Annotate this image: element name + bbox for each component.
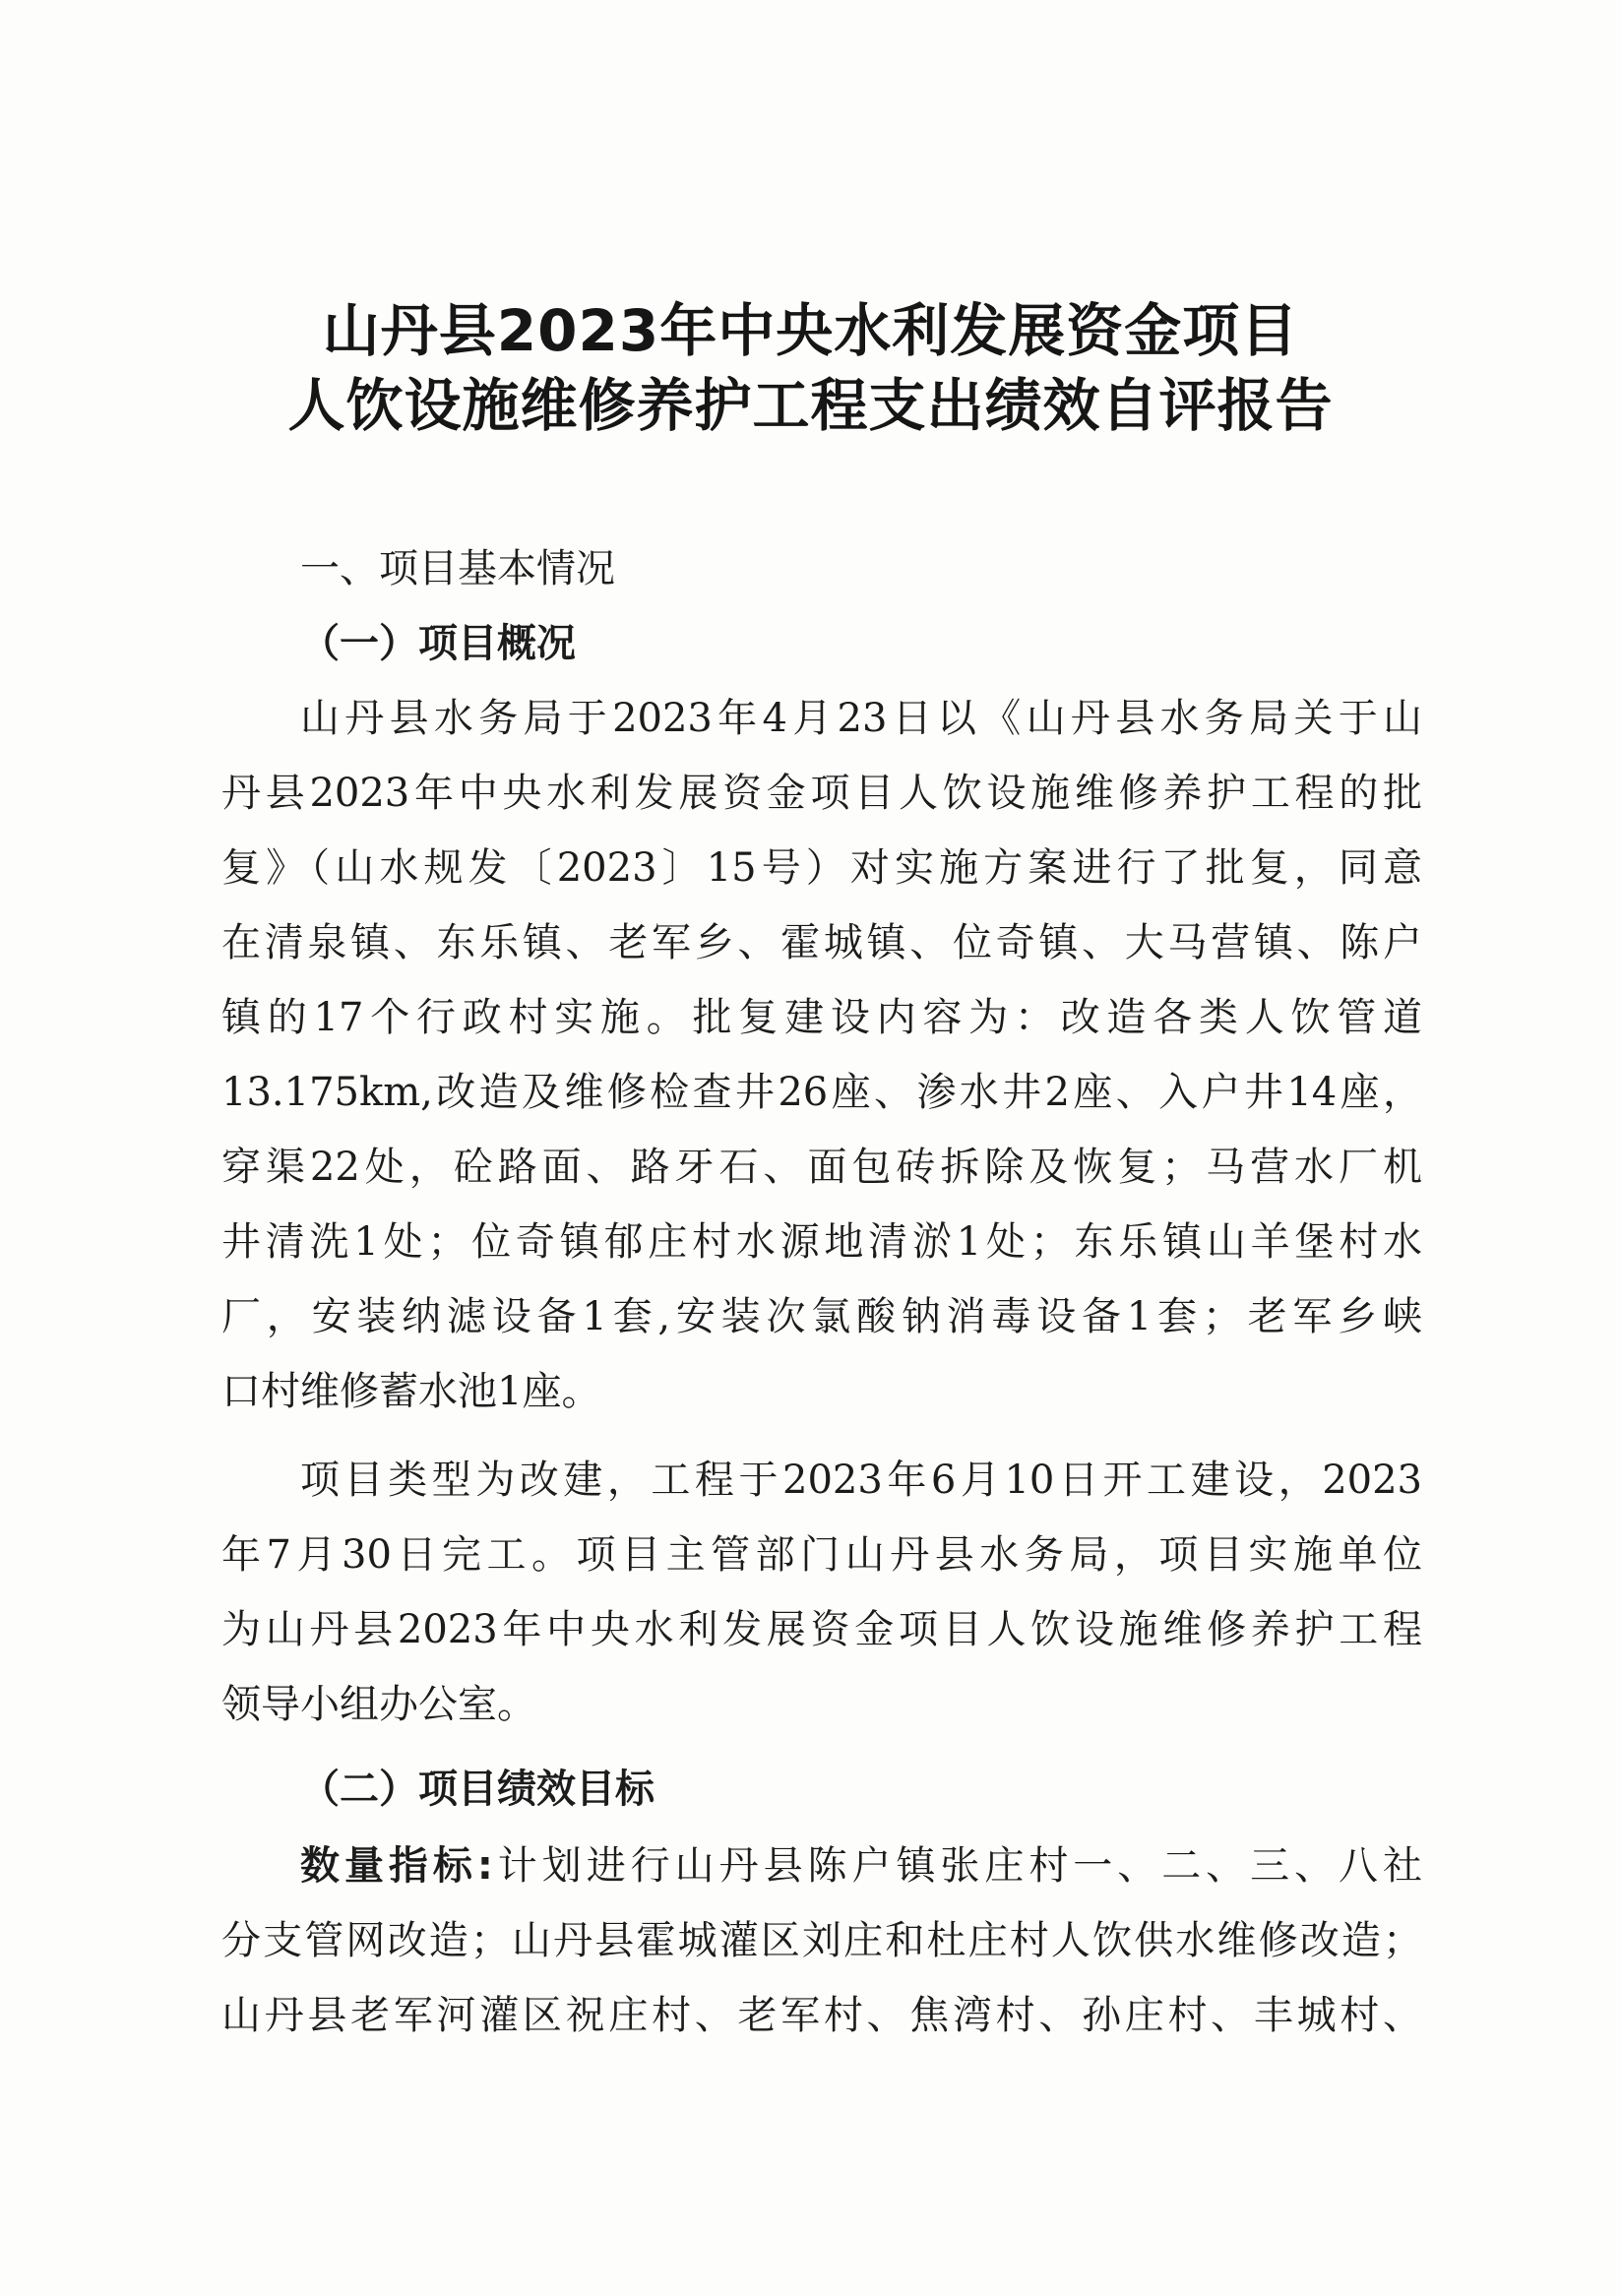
- paragraph-line: 领导小组办公室。: [221, 1682, 536, 1727]
- paragraph-line: [300, 1829, 1422, 1903]
- quantity-indicator-label: 数量指标:: [300, 1843, 493, 1889]
- paragraph-line: 为山丹县2023年中央水利发展资金项目人饮设施维修养护工程: [221, 1607, 1422, 1652]
- paragraph-line: 厂，安装纳滤设备1套,安装次氯酸钠消毒设备1套；老军乡峡: [221, 1294, 1422, 1339]
- paragraph-line: 在清泉镇、东乐镇、老军乡、霍城镇、位奇镇、大马营镇、陈户: [221, 920, 1422, 965]
- paragraph-line: 镇的17个行政村实施。批复建设内容为：改造各类人饮管道: [221, 995, 1422, 1040]
- paragraph-line: 山丹县水务局于2023年4月23日以《山丹县水务局关于山: [300, 696, 1422, 741]
- paragraph-line: 项目类型为改建，工程于2023年6月10日开工建设，2023: [300, 1458, 1422, 1503]
- paragraph-line: 复》（山水规发〔2023〕15号）对实施方案进行了批复，同意: [221, 845, 1422, 891]
- report-title-line-1: 山丹县2023年中央水利发展资金项目: [322, 297, 1299, 364]
- paragraph-line: 井清洗1处；位奇镇郁庄村水源地清淤1处；东乐镇山羊堡村水: [221, 1219, 1422, 1265]
- quantity-indicator-text: 计划进行山丹县陈户镇张庄村一、二、三、八社: [492, 1843, 1423, 1889]
- paragraph-line: 年7月30日完工。项目主管部门山丹县水务局，项目实施单位: [221, 1532, 1422, 1578]
- paragraph-line: 丹县2023年中央水利发展资金项目人饮设施维修养护工程的批: [221, 771, 1422, 816]
- paragraph-line: 穿渠22处，砼路面、路牙石、面包砖拆除及恢复；马营水厂机: [221, 1145, 1422, 1190]
- paragraph-line: 山丹县老军河灌区祝庄村、老军村、焦湾村、孙庄村、丰城村、: [221, 1993, 1422, 2038]
- paragraph-line: 分支管网改造；山丹县霍城灌区刘庄和杜庄村人饮供水维修改造；: [221, 1918, 1422, 1963]
- subsection-heading-overview: （一）项目概况: [300, 621, 576, 666]
- paragraph-line: 13.175km,改造及维修检查井26座、渗水井2座、入户井14座，: [221, 1070, 1422, 1115]
- report-title-line-2: 人饮设施维修养护工程支出绩效自评报告: [287, 372, 1334, 439]
- paragraph-line: 口村维修蓄水池1座。: [221, 1369, 601, 1414]
- section-heading-basic-info: 一、项目基本情况: [300, 546, 615, 591]
- subsection-heading-performance-goals: （二）项目绩效目标: [300, 1767, 655, 1812]
